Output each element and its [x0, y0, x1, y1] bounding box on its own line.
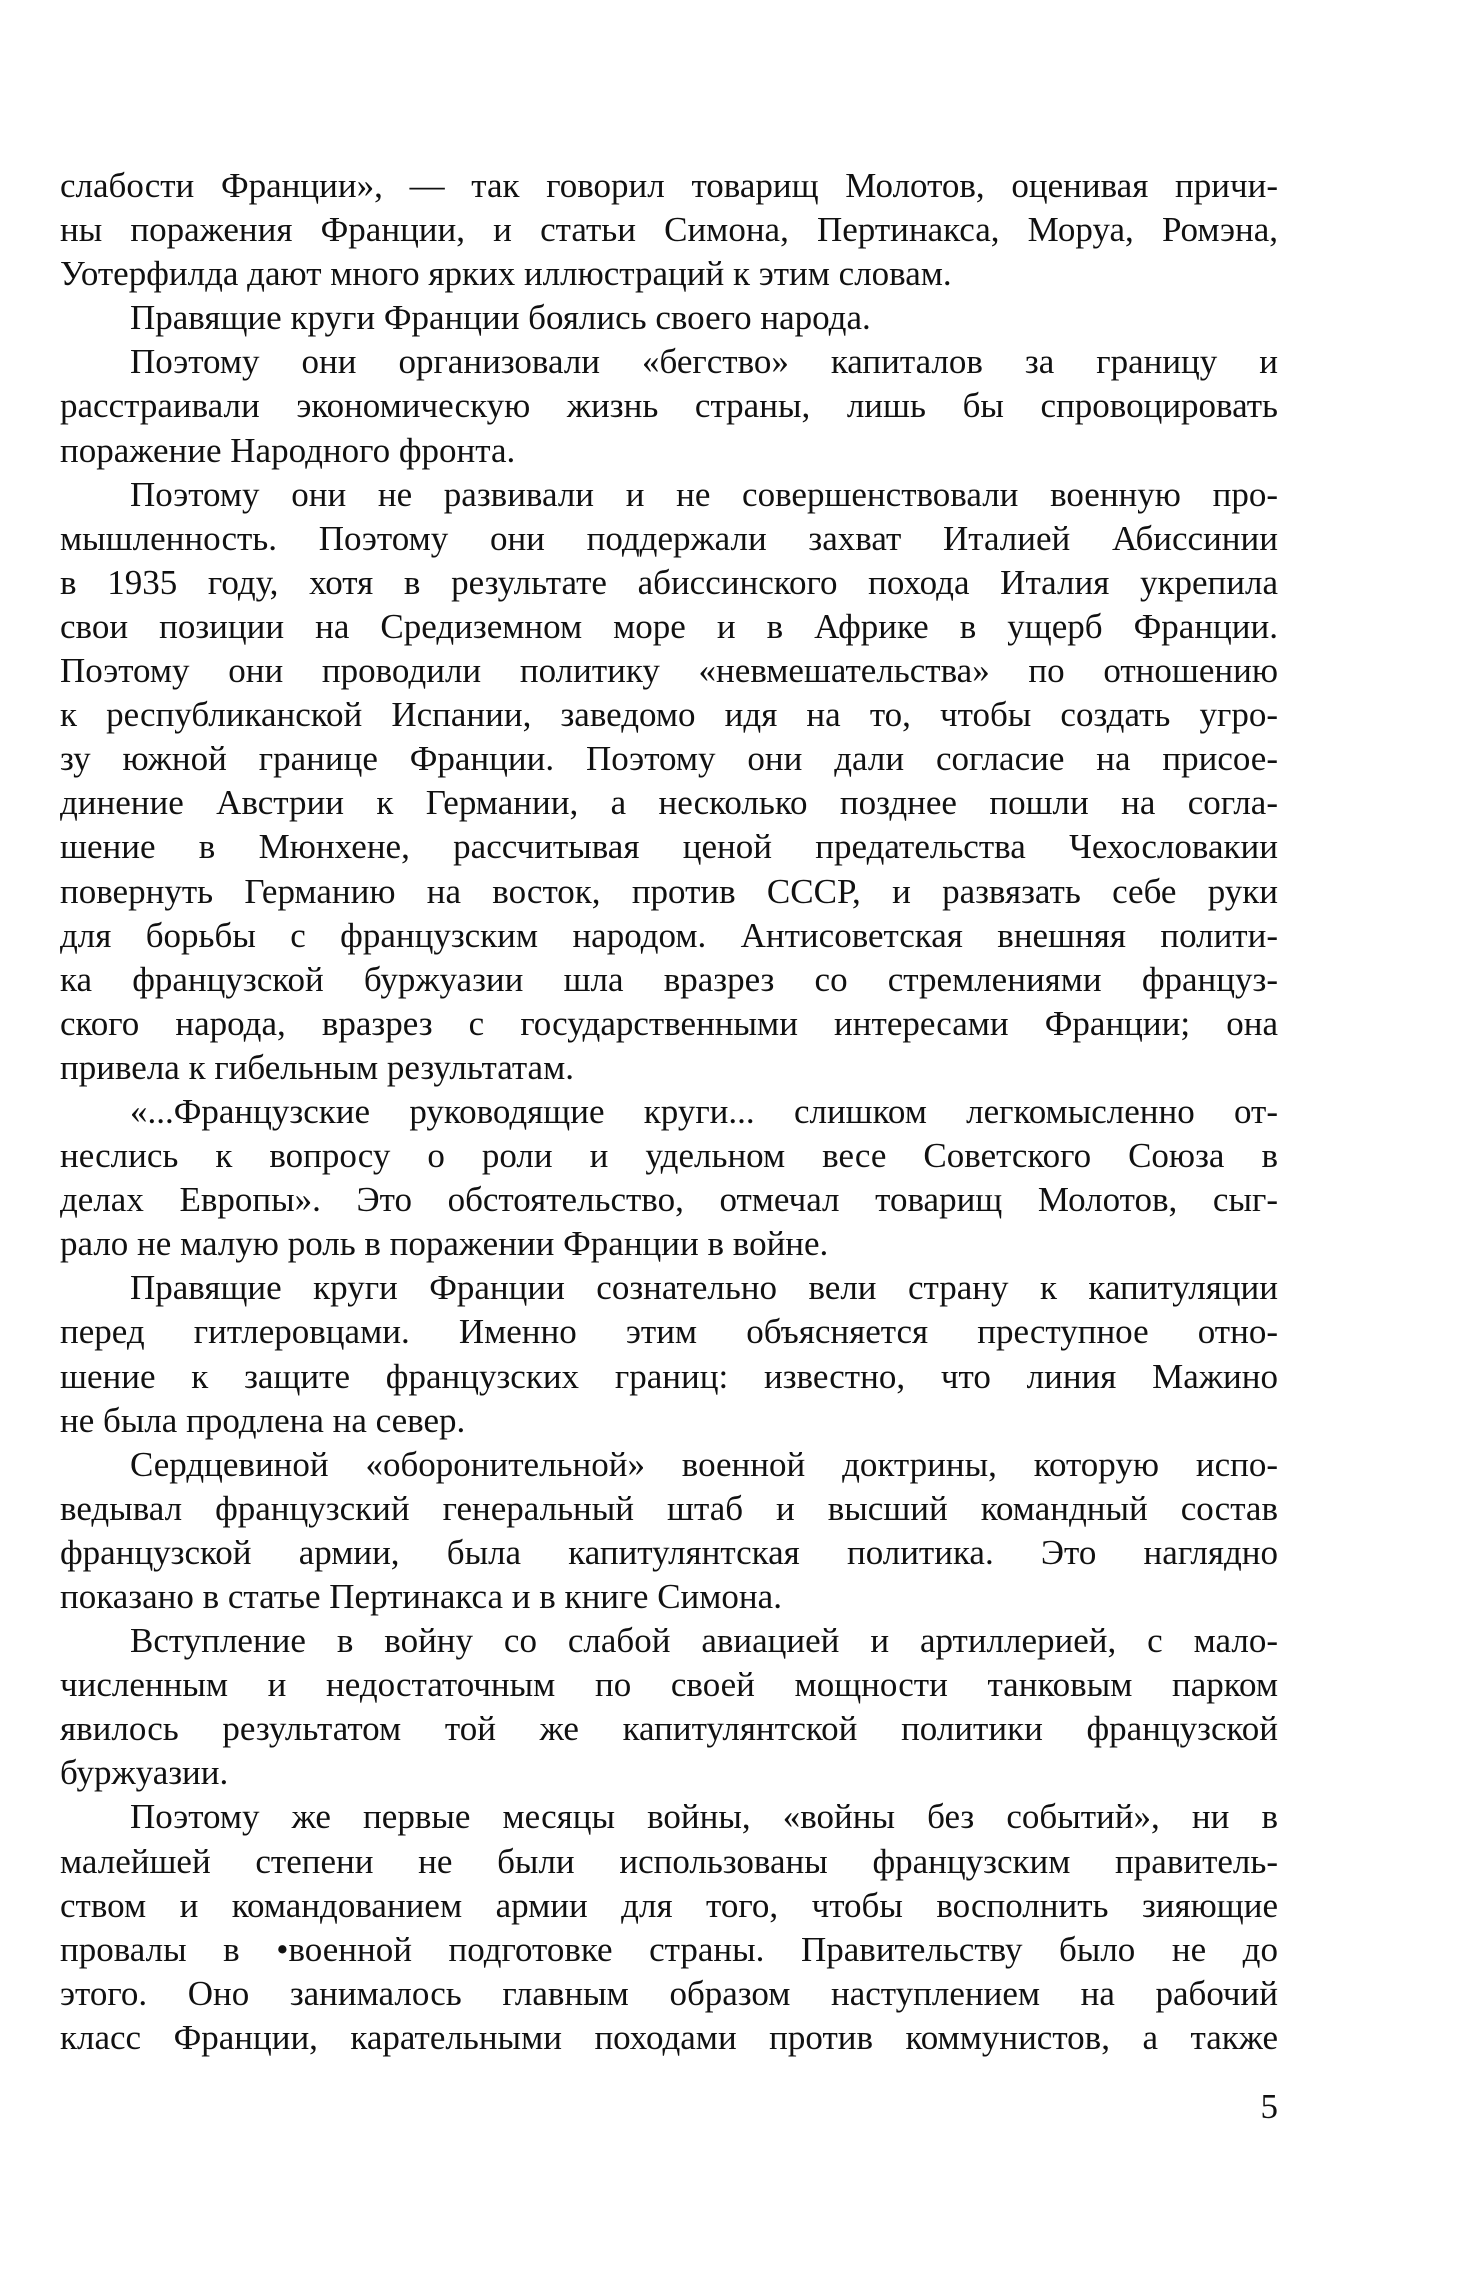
text-line: Поэтому они не развивали и не совершенствовали военную про- [130, 474, 1278, 514]
text-line: этого. Оно занималось главным образом наступлением на рабочий [60, 1973, 1278, 2013]
text-line: провалы в •военной подготовке страны. Правительству было не до [60, 1929, 1278, 1969]
text-line: ведывал французский генеральный штаб и высший командный состав [60, 1488, 1278, 1528]
text-line: ского народа, вразрез с государственными интересами Франции; она [60, 1003, 1278, 1043]
text-line: шение к защите французских границ: известно, что линия Мажино [60, 1356, 1278, 1396]
text-line: малейшей степени не были использованы французским правитель- [60, 1841, 1278, 1881]
text-line: Поэтому же первые месяцы войны, «войны без событий», ни в [130, 1797, 1278, 1837]
text-line: шение в Мюнхене, рассчитывая ценой предательства Чехословакии [60, 827, 1278, 867]
text-line: к республиканской Испании, заведомо идя на то, чтобы создать угро- [60, 695, 1278, 735]
text-line: слабости Франции», — так говорил товарищ Молотов, оценивая причи- [60, 166, 1278, 205]
text-line: для борьбы с французским народом. Антисоветская внешняя полити- [60, 915, 1278, 955]
text-line: ны поражения Франции, и статьи Симона, Пертинакса, Моруа, Ромэна, [60, 210, 1278, 250]
text-line: неслись к вопросу о роли и удельном весе Советского Союза в [60, 1136, 1278, 1176]
text-line: поражение Народного фронта. [60, 430, 516, 470]
text-line: рало не малую роль в поражении Франции в войне. [60, 1224, 829, 1264]
text-line: Вступление в войну со слабой авиацией и артиллерией, с мало- [130, 1621, 1278, 1661]
text-line: Правящие круги Франции сознательно вели страну к капитуляции [130, 1268, 1278, 1308]
text-line: зу южной границе Франции. Поэтому они дали согласие на присое- [60, 739, 1278, 779]
text-line: ка французской буржуазии шла вразрез со стремлениями француз- [60, 959, 1278, 999]
text-line: «...Французские руководящие круги... слишком легкомысленно от- [130, 1091, 1278, 1131]
text-line: мышленность. Поэтому они поддержали захват Италией Абиссинии [60, 518, 1278, 558]
text-line: повернуть Германию на восток, против СССР, и развязать себе руки [60, 871, 1278, 911]
text-line: французской армии, была капитулянтская политика. Это наглядно [60, 1532, 1278, 1572]
text-line: Поэтому они проводили политику «невмешательства» по отношению [60, 651, 1278, 691]
text-line: явилось результатом той же капитулянтской политики французской [60, 1709, 1278, 1749]
text-line: Поэтому они организовали «бегство» капиталов за границу и [130, 342, 1278, 382]
page-number: 5 [1260, 2087, 1278, 2126]
text-line: класс Франции, карательными походами против коммунистов, а также [60, 2017, 1278, 2057]
text-line: привела к гибельным результатам. [60, 1047, 574, 1087]
text-line: в 1935 году, хотя в результате абиссинского похода Италия укрепила [60, 562, 1278, 602]
body-text [60, 164, 1278, 2060]
text-line: перед гитлеровцами. Именно этим объясняется преступное отно- [60, 1312, 1278, 1352]
text-line: свои позиции на Средиземном море и в Африке в ущерб Франции. [60, 606, 1278, 646]
text-line: расстраивали экономическую жизнь страны, лишь бы спровоцировать [60, 386, 1278, 426]
text-line: ством и командованием армии для того, чтобы восполнить зияющие [60, 1885, 1278, 1925]
text-line: динение Австрии к Германии, а несколько позднее пошли на согла- [60, 783, 1278, 823]
text-line: буржуазии. [60, 1753, 229, 1793]
text-line: показано в статье Пертинакса и в книге Симона. [60, 1577, 782, 1616]
text-line: не была продлена на север. [60, 1400, 466, 1440]
text-line: Правящие круги Франции боялись своего народа. [130, 298, 871, 338]
text-line: Уотерфилда дают много ярких иллюстраций к этим словам. [60, 254, 952, 294]
text-line: делах Европы». Это обстоятельство, отмечал товарищ Молотов, сыг- [60, 1180, 1278, 1220]
text-line: Сердцевиной «оборонительной» военной доктрины, которую испо- [130, 1444, 1278, 1484]
text-line: численным и недостаточным по своей мощности танковым парком [60, 1665, 1278, 1705]
